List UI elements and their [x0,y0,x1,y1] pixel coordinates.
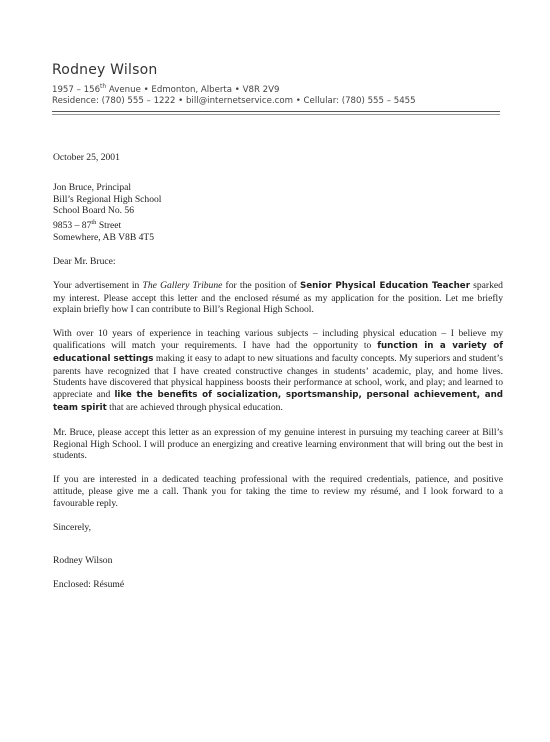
sender-name: Rodney Wilson [52,62,158,78]
paragraph-4: If you are interested in a dedicated teaching professional with the required credentials, patience, and positive attitude, please give me a call. Thank you for taking the time to review my résumé, and I look forward to a favourable reply. [53,474,503,509]
enclosure-note: Enclosed: Résumé [53,579,125,591]
closing: Sincerely, [53,521,92,533]
salutation: Dear Mr. Bruce: [53,255,116,267]
letter-body [53,152,503,591]
letter-date: October 25, 2001 [53,152,120,163]
letterhead-rule-thin [52,114,500,115]
recipient-line: Bill’s Regional High School [53,193,162,205]
paragraph-1: Your advertisement in The Gallery Tribune for the position of Senior Physical Education Teacher sparked my interest. Please accept this letter and the enclosed résumé as my application for the position. Let me briefly explain briefly how I can contribute to Bill’s Regional High School. [53,279,503,316]
sender-contact: Residence: (780) 555 – 1222 • bill@internetservice.com • Cellular: (780) 555 – 5455 [52,96,416,106]
letterhead-rule [52,111,500,112]
sender-address: 1957 – 156th Avenue • Edmonton, Alberta • V8R 2V9 [52,83,280,95]
recipient-address [53,182,503,244]
signature-name: Rodney Wilson [53,555,113,567]
recipient-line: Jon Bruce, Principal [53,181,132,193]
recipient-line: 9853 – 87th Street [53,219,122,232]
recipient-line: School Board No. 56 [53,205,135,217]
publication-name: The Gallery Tribune [142,279,223,291]
highlight-text: function in a variety of educational settings [53,340,504,364]
position-title: Senior Physical Education Teacher [300,280,470,291]
highlight-text: like the benefits of socialization, sportsmanship, personal achievement, and team spirit [53,390,503,413]
paragraph-2: With over 10 years of experience in teaching various subjects – including physical education – I believe my qualifications will match your requirements. I have had the opportunity to function in a variety of educational settings making it easy to adapt to new situations and faculty concepts. My superiors and student’s parents have recognized that I have created constructive changes in students’ academic, play, and home lives. Students have discovered that physical happiness boosts their performance at school, work, and play; and learned to appreciate and like the benefits of socialization, sportsmanship, personal achievement, and team spirit that are achieved through physical education. [53,328,504,413]
paragraph-3: Mr. Bruce, please accept this letter as an expression of my genuine interest in pursuing my teaching career at Bill’s Regional High School. I will produce an energizing and creative learning environment that will bring out the best in students. [53,426,503,462]
recipient-line: Somewhere, AB V8B 4T5 [53,232,155,244]
